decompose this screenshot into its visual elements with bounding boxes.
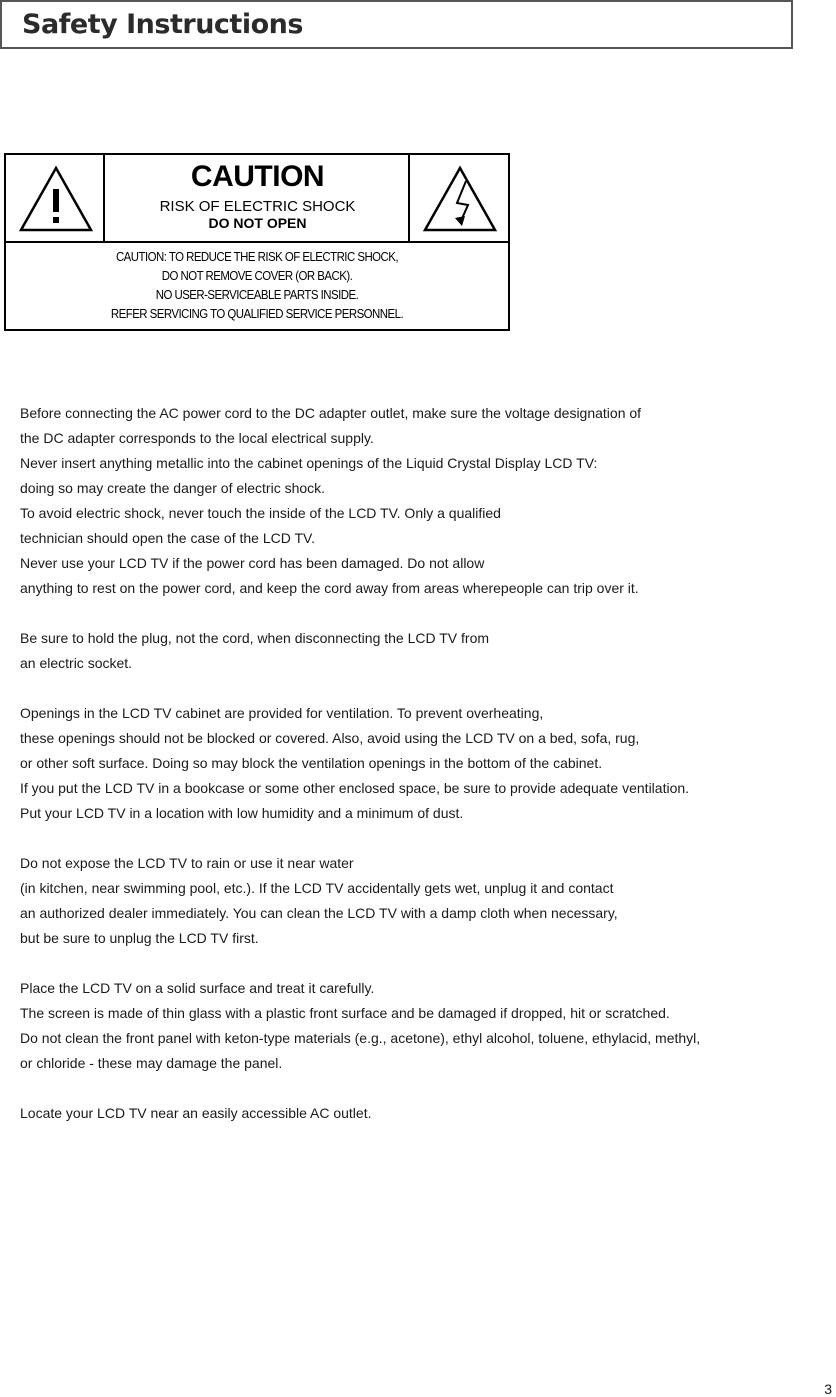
caution-warning-text [6, 243, 508, 329]
caution-label [4, 153, 510, 331]
text-line: or other soft surface. Doing so may block the ventilation openings in the bottom of the cabinet. [20, 755, 603, 771]
text-line: If you put the LCD TV in a bookcase or some other enclosed space, be sure to provide adequate ventilation. [20, 780, 690, 796]
text-line: To avoid electric shock, never touch the inside of the LCD TV. Only a qualified [20, 505, 501, 521]
page-number: 3 [824, 1381, 832, 1397]
text-line: Never insert anything metallic into the cabinet openings of the Liquid Crystal Display LCD TV: [20, 455, 598, 471]
page-title: Safety Instructions [22, 9, 303, 40]
text-line: The screen is made of thin glass with a plastic front surface and be damaged if dropped, hit or scratched. [20, 1005, 670, 1021]
text-line: Do not clean the front panel with keton-type materials (e.g., acetone), ethyl alcohol, toluene, ethylacid, methyl, [20, 1030, 701, 1046]
caution-center-cell [105, 155, 410, 241]
paragraph [20, 701, 810, 826]
paragraph [20, 401, 810, 601]
paragraph [20, 1101, 810, 1126]
text-line: an authorized dealer immediately. You can clean the LCD TV with a damp cloth when necessary, [20, 905, 618, 921]
warning-line: REFER SERVICING TO QUALIFIED SERVICE PERSONNEL. [110, 306, 404, 321]
text-line: or chloride - these may damage the panel. [20, 1055, 283, 1071]
text-line: Place the LCD TV on a solid surface and treat it carefully. [20, 980, 375, 996]
caution-right-cell [408, 155, 508, 241]
caution-label-top-row [6, 155, 508, 243]
text-line: Never use your LCD TV if the power cord has been damaged. Do not allow [20, 555, 485, 571]
lightning-triangle-icon [422, 165, 498, 233]
text-line: technician should open the case of the LCD TV. [20, 530, 315, 546]
text-line: anything to rest on the power cord, and keep the cord away from areas wherepeople can trip over it. [20, 580, 639, 596]
text-line: Be sure to hold the plug, not the cord, when disconnecting the LCD TV from [20, 630, 490, 646]
safety-instructions-body [20, 401, 810, 1151]
text-line: these openings should not be blocked or covered. Also, avoid using the LCD TV on a bed, sofa, rug, [20, 730, 640, 746]
text-line: the DC adapter corresponds to the local electrical supply. [20, 430, 374, 446]
text-line: doing so may create the danger of electric shock. [20, 480, 326, 496]
text-line: Put your LCD TV in a location with low humidity and a minimum of dust. [20, 805, 464, 821]
exclamation-triangle-icon [18, 165, 94, 233]
text-line: an electric socket. [20, 655, 133, 671]
paragraph [20, 851, 810, 951]
paragraph [20, 626, 810, 676]
caution-left-cell [6, 155, 105, 241]
text-line: but be sure to unplug the LCD TV first. [20, 930, 259, 946]
text-line: Before connecting the AC power cord to the DC adapter outlet, make sure the voltage designation of [20, 405, 642, 421]
warning-line: DO NOT REMOVE COVER (OR BACK). [161, 268, 353, 283]
page-header [0, 0, 793, 49]
warning-line: NO USER-SERVICEABLE PARTS INSIDE. [155, 287, 359, 302]
paragraph [20, 976, 810, 1076]
text-line: (in kitchen, near swimming pool, etc.). If the LCD TV accidentally gets wet, unplug it and contact [20, 880, 614, 896]
caution-heading: CAUTION [190, 160, 325, 193]
text-line: Do not expose the LCD TV to rain or use it near water [20, 855, 354, 871]
caution-subtitle: RISK OF ELECTRIC SHOCK [159, 198, 356, 215]
warning-line: CAUTION: TO REDUCE THE RISK OF ELECTRIC SHOCK, [115, 249, 399, 264]
caution-subtitle-bold: DO NOT OPEN [208, 215, 307, 231]
text-line: Openings in the LCD TV cabinet are provided for ventilation. To prevent overheating, [20, 705, 544, 721]
text-line: Locate your LCD TV near an easily accessible AC outlet. [20, 1105, 372, 1121]
